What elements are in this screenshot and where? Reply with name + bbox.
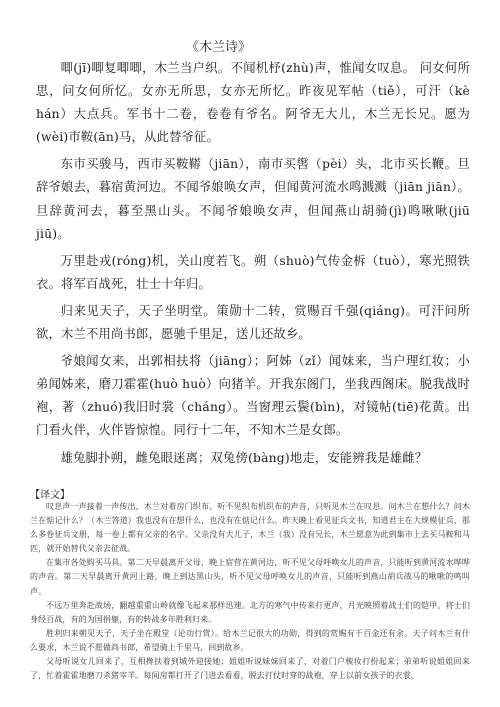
translation-body — [30, 500, 470, 683]
poem-stanza: 唧(jī)唧复唧唧，木兰当户织。不闻机杼(zhù)声，惟闻女叹息。 问女何所思，问女何所忆。女亦无所思，女亦无所忆。昨夜见军帖（tiě），可汗（kè hán）大点兵。军书十二卷，卷卷有爷名。阿爷无大儿，木兰无长兄。愿为(wèi)市鞍(ān)马，从此替爷征。 — [36, 61, 470, 145]
poem-body — [36, 57, 470, 474]
poem-stanza: 归来见天子，天子坐明堂。策勋十二转，赏赐百千强(qiáng)。可汗问所欲，木兰不用尚书郎，愿驰千里足，送儿还故乡。 — [36, 303, 470, 342]
poem-title: 《木兰诗》 — [186, 40, 252, 55]
translation-paragraph: 父母听说女儿回来了，互相搀扶着到城外迎接她；姐姐听说妹妹回来了，对着门户梳妆打扮起来；弟弟听说姐姐回来了，忙着霍霍地磨刀杀猪宰羊。每间房都打开了门进去看看，脱去打仗时穿的战袍，穿上以前女孩子的衣裳， — [30, 657, 470, 681]
translation-heading: 【译文】 — [30, 490, 70, 501]
translation-paragraph: 在集市各处购买马具。第二天早晨离开父母，晚上宿营在黄河边，听不见父母呼唤女儿的声音，只能听到黄河流水哗哗的声音。第二天早晨离开黄河上路，晚上到达黑山头，听不见父母呼唤女儿的声音，只能听到燕山胡兵战马的啾啾的鸣叫声。 — [30, 558, 470, 596]
poem-stanza: 雄兔脚扑朔，雌兔眼迷离；双兔傍(bàng)地走，安能辨我是雄雌？ — [60, 450, 428, 465]
poem-stanza: 东市买骏马，西市买鞍鞯（jiān），南市买辔（pèi）头，北市买长鞭。旦辞爷娘去，暮宿黄河边。不闻爷娘唤女声，但闻黄河流水鸣溅溅（jiān jiān）。旦辞黄河去，暮至黑山头。不闻爷娘唤女声，但闻燕山胡骑(jì)鸣啾啾(jiū jiū)。 — [36, 157, 470, 241]
translation-paragraph: 胜利归来朝见天子，天子坐在殿堂（论功行赏）。给木兰记很大的功勋，得到的赏赐有千百金还有余。天子问木兰有什么要求，木兰说不愿做尚书郎，希望骑上千里马，回到故乡。 — [30, 628, 470, 652]
translation-paragraph: 叹息声一声接着一声传出，木兰对着房门织布。听不见织布机织布的声音，只听见木兰在叹息。问木兰在想什么？问木兰在惦记什么？（木兰答道）我也没有在想什么，也没有在惦记什么。昨天晚上看见征兵文书，知道君主在大规模征兵，那么多卷征兵文册，每一卷上都有父亲的名字。父亲没有大儿子，木兰（我）没有兄长，木兰愿意为此到集市上去买马鞍和马匹，就开始替代父亲去征战。 — [30, 502, 470, 554]
poem-stanza: 万里赴戎(róng)机，关山度若飞。朔（shuò)气传金柝（tuò），寒光照铁衣。将军百战死，壮士十年归。 — [36, 253, 470, 291]
poem-stanza: 爷娘闻女来，出郭相扶将（jiāng）；阿姊（zǐ）闻妹来，当户理红妆；小弟闻姊来，磨刀霍霍(huò huò）向猪羊。开我东阁门，坐我西阁床。脱我战时袍，著（zhuó)我旧时裳（cháng）。当窗理云鬓(bìn)，对镜帖(tiē)花黄。出门看火伴，火伴皆惊惶。同行十二年，不知木兰是女郎。 — [36, 354, 470, 438]
translation-paragraph: 不远万里奔赴战场，翻越重重山岭就像飞起来那样迅速。北方的寒气中传来打更声，月光映照着战士们的铠甲。将士们身经百战，有的为国捐躯，有的转战多年胜利归来。 — [30, 600, 470, 624]
